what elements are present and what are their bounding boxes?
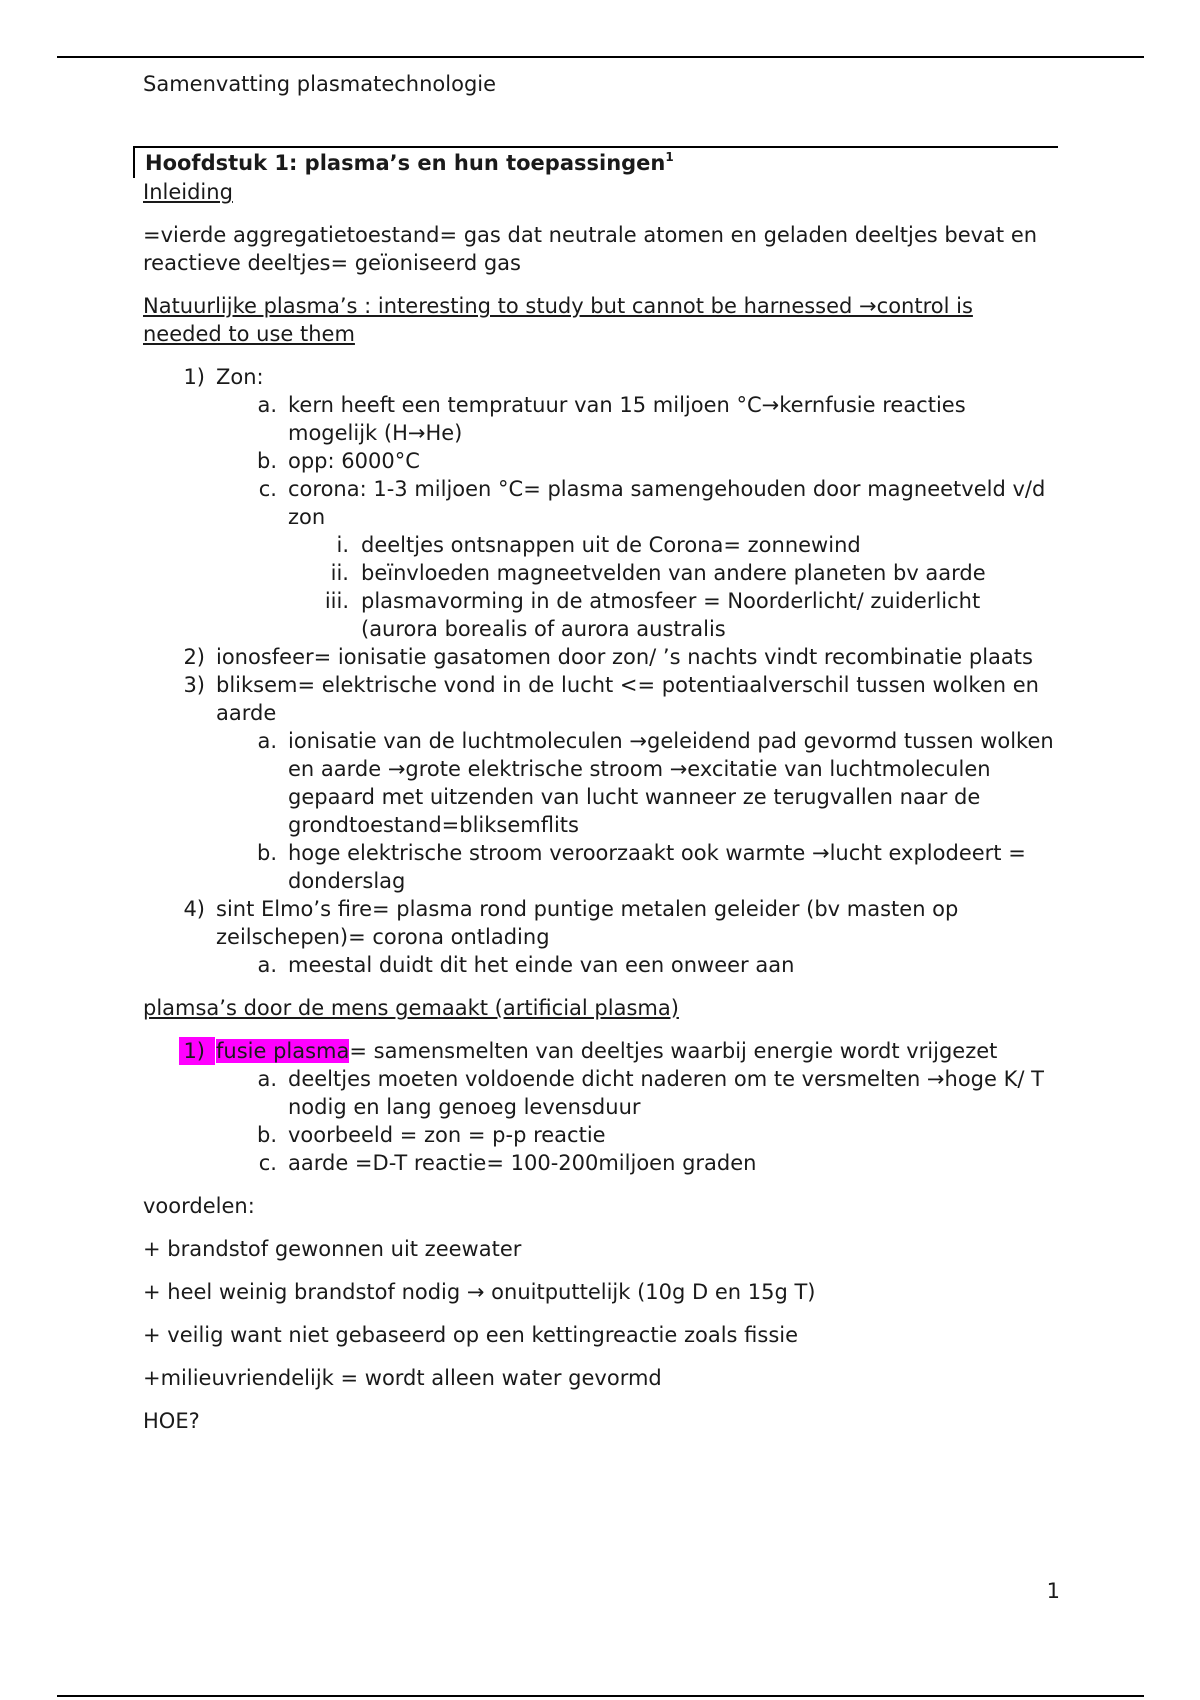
natural-plasmas-list [143, 363, 1058, 979]
list-item: 4) sint Elmo’s fire= plasma rond puntige metalen geleider (bv masten op zeilschepen)= corona ontlading [143, 895, 1058, 951]
list-marker: a. [257, 1067, 277, 1091]
list-item: 3) bliksem= elektrische vond in de lucht <= potentiaalverschil tussen wolken en aarde [143, 671, 1058, 727]
intro-heading: Inleiding [143, 180, 233, 204]
advantage-item: + veilig want niet gebaseerd op een kettingreactie zoals fissie [143, 1323, 799, 1347]
highlighted-term: fusie plasma [216, 1039, 350, 1063]
page-number: 1 [1046, 1579, 1060, 1603]
footer-rule [57, 1695, 1144, 1697]
intro-text: =vierde aggregatietoestand= gas dat neutrale atomen en geladen deeltjes bevat en reactieve deeltjes= geïoniseerd gas [143, 223, 1038, 275]
question-text: HOE? [143, 1409, 200, 1433]
chapter-title: Hoofdstuk 1: plasma’s en hun toepassingen [145, 151, 666, 175]
list-item: b. voorbeeld = zon = p-p reactie [143, 1121, 1058, 1149]
list-marker: b. [256, 449, 277, 473]
list-marker: i. [336, 533, 349, 557]
list-item: 2) ionosfeer= ionisatie gasatomen door zon/ ’s nachts vindt recombinatie plaats [143, 643, 1058, 671]
list-marker: ii. [330, 561, 349, 585]
list-marker: 4) [183, 897, 205, 921]
page-body [143, 146, 1058, 1435]
list-marker: c. [258, 477, 277, 501]
list-item: a. deeltjes moeten voldoende dicht naderen om te versmelten →hoge K/ T nodig en lang genoeg levensduur [143, 1065, 1058, 1121]
artificial-plasmas-heading: plamsa’s door de mens gemaakt (artificial plasma) [143, 996, 679, 1020]
list-marker: c. [258, 1151, 277, 1175]
list-item: a. kern heeft een tempratuur van 15 miljoen °C→kernfusie reacties mogelijk (H→He) [143, 391, 1058, 447]
list-item: ii. beïnvloeden magneetvelden van andere planeten bv aarde [143, 559, 1058, 587]
chapter-heading [133, 146, 1058, 178]
advantage-item: + brandstof gewonnen uit zeewater [143, 1237, 522, 1261]
artificial-plasmas-list [143, 1037, 1058, 1177]
natural-plasmas-heading: Natuurlijke plasma’s : interesting to study but cannot be harnessed →control is needed to use them [143, 294, 973, 346]
list-item: i. deeltjes ontsnappen uit de Corona= zonnewind [143, 531, 1058, 559]
list-marker: b. [256, 1123, 277, 1147]
list-marker: a. [257, 393, 277, 417]
footnote-marker: 1 [665, 150, 674, 164]
list-item: c. corona: 1-3 miljoen °C= plasma samengehouden door magneetveld v/d zon [143, 475, 1058, 531]
list-marker: a. [257, 729, 277, 753]
advantages-heading: voordelen: [143, 1194, 255, 1218]
list-marker: 1) [183, 365, 205, 389]
advantage-item: + heel weinig brandstof nodig → onuitputtelijk (10g D en 15g T) [143, 1280, 816, 1304]
list-marker: a. [257, 953, 277, 977]
list-marker: iii. [324, 589, 349, 613]
list-item: 1) Zon: [143, 363, 1058, 391]
list-marker: b. [256, 841, 277, 865]
list-item: b. hoge elektrische stroom veroorzaakt ook warmte →lucht explodeert = donderslag [143, 839, 1058, 895]
header-rule [57, 56, 1144, 58]
list-marker: 3) [183, 673, 205, 697]
list-marker: 2) [183, 645, 205, 669]
list-item: c. aarde =D-T reactie= 100-200miljoen graden [143, 1149, 1058, 1177]
list-item: 1) fusie plasma= samensmelten van deeltjes waarbij energie wordt vrijgezet [143, 1037, 1058, 1065]
advantage-item: +milieuvriendelijk = wordt alleen water gevormd [143, 1366, 662, 1390]
list-marker: 1) [183, 1039, 205, 1063]
list-item: b. opp: 6000°C [143, 447, 1058, 475]
list-item: iii. plasmavorming in de atmosfeer = Noorderlicht/ zuiderlicht (aurora borealis of aurora australis [143, 587, 1058, 643]
list-item: a. meestal duidt dit het einde van een onweer aan [143, 951, 1058, 979]
running-header: Samenvatting plasmatechnologie [143, 72, 497, 96]
list-item: a. ionisatie van de luchtmoleculen →geleidend pad gevormd tussen wolken en aarde →grote elektrische stroom →excitatie van luchtmoleculen gepaard met uitzenden van lucht wanneer ze terugvallen naar de grondtoestand=bliksemflits [143, 727, 1058, 839]
